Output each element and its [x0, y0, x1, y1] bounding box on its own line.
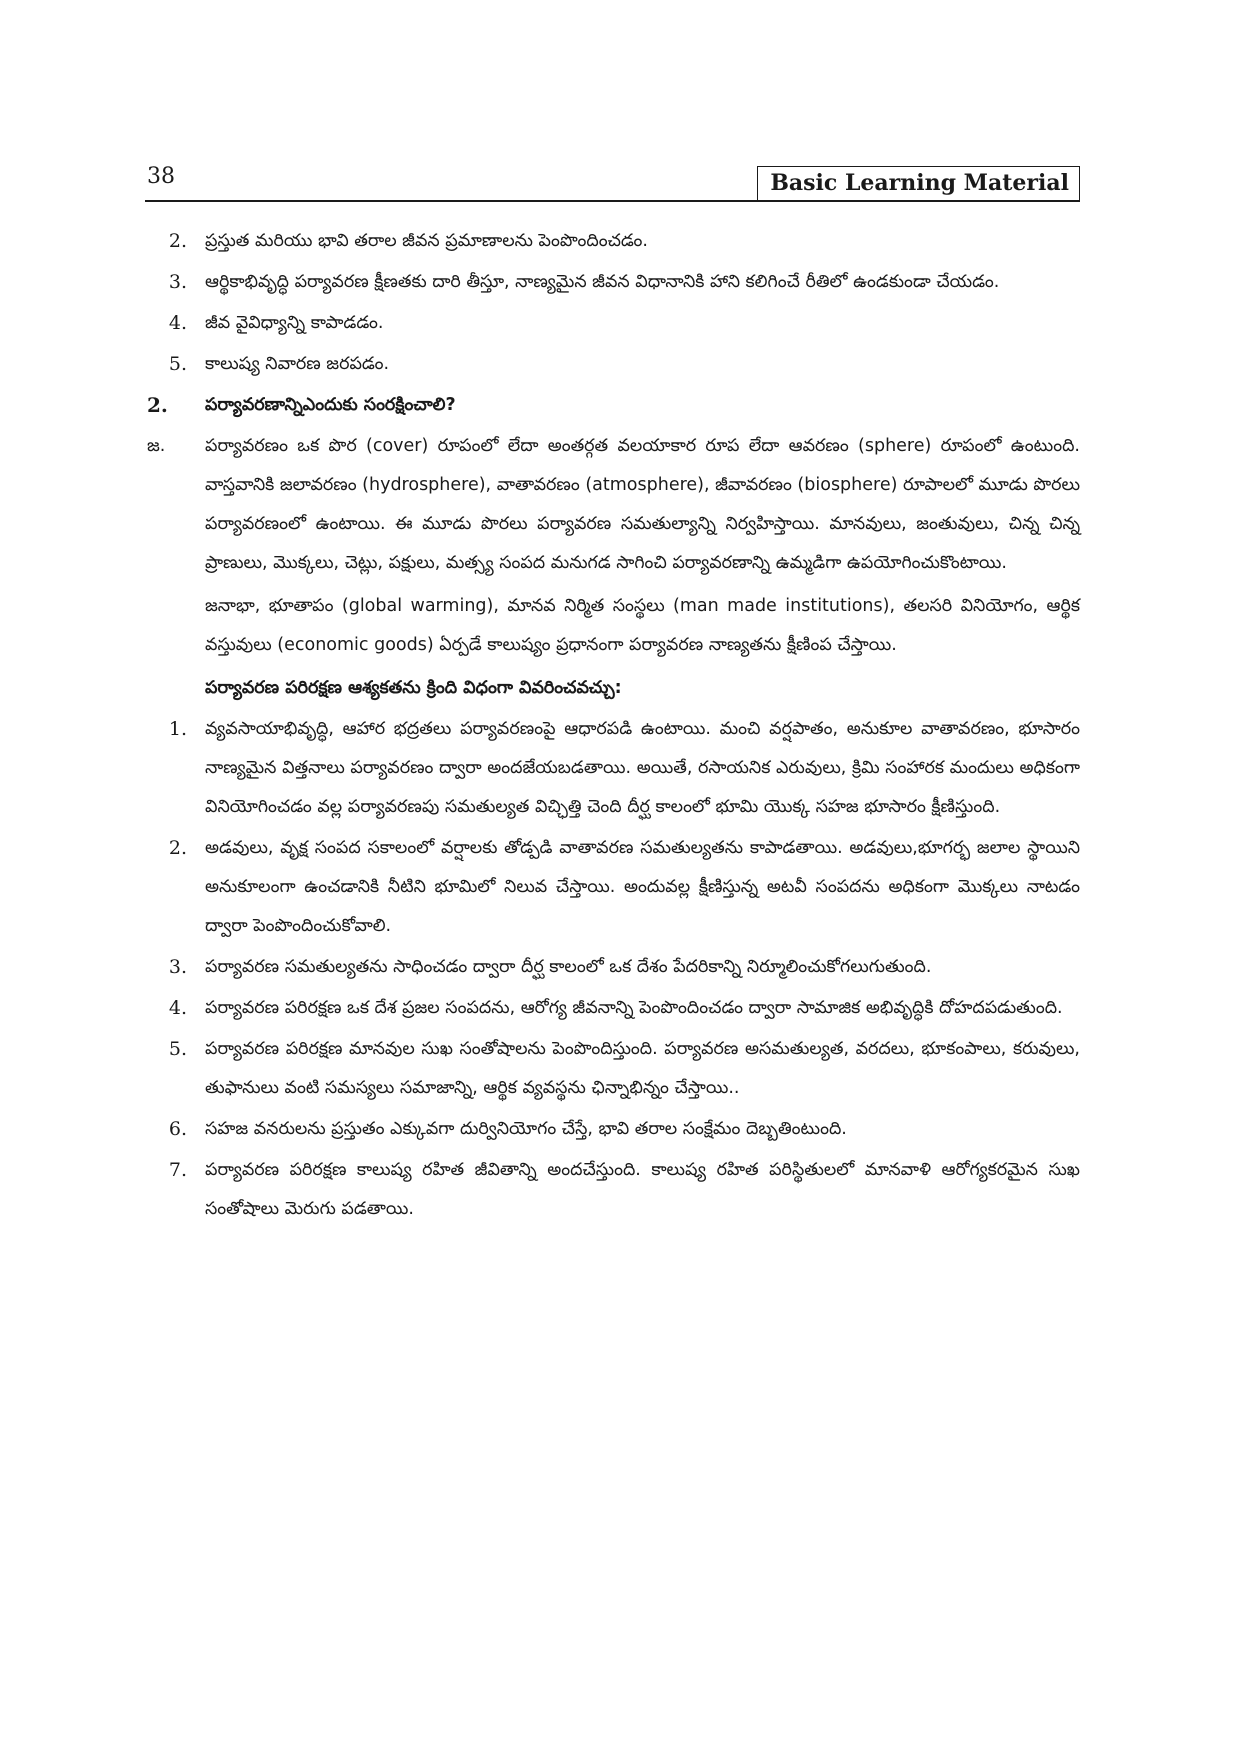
list-item-text: సహజ వనరులను ప్రస్తుతం ఎక్కువగా దుర్వినియోగం చేస్తే, భావి తరాల సంక్షేమం దెబ్బతింటుంది. — [205, 1119, 847, 1139]
list-item — [145, 1030, 1080, 1108]
list-item — [145, 1151, 1080, 1229]
list-item — [145, 948, 1080, 987]
list-item-text: అడవులు, వృక్ష సంపద సకాలంలో వర్షాలకు తోడ్పడి వాతావరణ సమతుల్యతను కాపాడతాయి. అడవులు,భూగర్భ జలాల స్థాయిని అనుకూలంగా ఉంచడానికి నీటిని భూమిలో నిలువ చేస్తాయి. అందువల్ల క్షీణిస్తున్న అటవీ సంపదను అధికంగా మొక్కలు నాటడం ద్వారా పెంపొందించుకోవాలి. — [205, 838, 1080, 936]
list-item-number: 2. — [168, 230, 187, 252]
list-item-text: పర్యావరణ పరిరక్షణ మానవుల సుఖ సంతోషాలను పెంపొందిస్తుంది. పర్యావరణ అసమతుల్యత, వరదలు, భూకంపాలు, కరువులు, తుఫానులు వంటి సమస్యలు సమాజాన్ని, ఆర్థిక వ్యవస్థను ఛిన్నాభిన్నం చేస్తాయి.. — [205, 1039, 1080, 1098]
list-item — [145, 710, 1080, 827]
list-item — [145, 304, 1080, 343]
list-item-number: 5. — [168, 353, 187, 375]
list-item — [145, 263, 1080, 302]
list-item — [145, 1110, 1080, 1149]
running-title: Basic Learning Material — [757, 166, 1080, 200]
question-heading — [145, 386, 1080, 425]
question-number: 2. — [147, 393, 168, 417]
answer-paragraph-1: పర్యావరణం ఒక పొర (cover) రూపంలో లేదా అంతర్గత వలయాకార రూప లేదా ఆవరణం (sphere) రూపంలో ఉంటుంది. వాస్తవానికి జలావరణం (hydrosphere), వాతావరణం (atmosphere), జీవావరణం (biosphere) రూపాలలో మూడు పొరలు పర్యావరణంలో ఉంటాయి. ఈ మూడు పొరలు పర్యావరణ సమతుల్యాన్ని నిర్వహిస్తాయి. మానవులు, జంతువులు, చిన్న చిన్న ప్రాణులు, మొక్కలు, చెట్లు, పక్షులు, మత్స్య సంపద మనుగడ సాగించి పర్యావరణాన్ని ఉమ్మడిగా ఉపయోగించుకొంటాయి. — [205, 436, 1080, 573]
page-header — [145, 160, 1080, 202]
page-number: 38 — [147, 164, 175, 189]
page-content — [145, 222, 1080, 1231]
list-item-number: 2. — [168, 837, 187, 859]
answer-block — [145, 427, 1080, 583]
list-item-text: పర్యావరణ పరిరక్షణ కాలుష్య రహిత జీవితాన్ని అందచేస్తుంది. కాలుష్య రహిత పరిస్థితులలో మానవాళి ఆరోగ్యకరమైన సుఖ సంతోషాలు మెరుగు పడతాయి. — [205, 1160, 1080, 1219]
list-item-number: 7. — [168, 1159, 187, 1181]
list-item-text: ప్రస్తుత మరియు భావి తరాల జీవన ప్రమాణాలను పెంపొందించడం. — [205, 231, 648, 251]
list-item-number: 6. — [168, 1118, 187, 1140]
list-item-text: పర్యావరణ సమతుల్యతను సాధించడం ద్వారా దీర్ఘ కాలంలో ఒక దేశం పేదరికాన్ని నిర్మూలించుకోగలుగుతుంది. — [205, 957, 932, 977]
list-item-number: 5. — [168, 1038, 187, 1060]
answer-marker: జ. — [147, 436, 166, 456]
list-item-number: 1. — [168, 718, 187, 740]
list-item — [145, 989, 1080, 1028]
list-item-number: 4. — [168, 312, 187, 334]
list-item-text: పర్యావరణ పరిరక్షణ ఒక దేశ ప్రజల సంపదను, ఆరోగ్య జీవనాన్ని పెంపొందించడం ద్వారా సామాజిక అభివృద్ధికి దోహదపడుతుంది. — [205, 998, 1063, 1018]
list-item-number: 3. — [168, 956, 187, 978]
answer-paragraph-2: జనాభా, భూతాపం (global warming), మానవ నిర్మిత సంస్థలు (man made institutions), తలసరి వినియోగం, ఆర్థిక వస్తువులు (economic goods) ఏర్పడే కాలుష్యం ప్రధానంగా పర్యావరణ నాణ్యతను క్షీణింప చేస్తాయి. — [205, 596, 1080, 655]
list-item — [145, 345, 1080, 384]
list-item-text: వ్యవసాయాభివృద్ధి, ఆహార భద్రతలు పర్యావరణంపై ఆధారపడి ఉంటాయి. మంచి వర్షపాతం, అనుకూల వాతావరణం, భూసారం నాణ్యమైన విత్తనాలు పర్యావరణం ద్వారా అందజేయబడతాయి. అయితే, రసాయనిక ఎరువులు, క్రిమి సంహారక మందులు అధికంగా వినియోగించడం వల్ల పర్యావరణపు సమతుల్యత విచ్ఛిత్తి చెంది దీర్ఘ కాలంలో భూమి యొక్క సహజ భూసారం క్షీణిస్తుంది. — [205, 719, 1080, 817]
list-item-text: జీవ వైవిధ్యాన్ని కాపాడడం. — [205, 313, 384, 333]
question-text: పర్యావరణాన్నిఎందుకు సంరక్షించాలి? — [205, 395, 456, 415]
list-item-text: ఆర్థికాభివృద్ధి పర్యావరణ క్షీణతకు దారి తీస్తూ, నాణ్యమైన జీవన విధానానికి హాని కలిగించే రీతిలో ఉండకుండా చేయడం. — [205, 272, 1000, 292]
list-item-number: 3. — [168, 271, 187, 293]
section-subheading: పర్యావరణ పరిరక్షణ ఆశ్యకతను క్రింది విధంగా వివరించవచ్చు: — [205, 678, 622, 698]
list-item — [145, 829, 1080, 946]
list-item-number: 4. — [168, 997, 187, 1019]
list-item — [145, 222, 1080, 261]
list-item-text: కాలుష్య నివారణ జరపడం. — [205, 354, 390, 374]
